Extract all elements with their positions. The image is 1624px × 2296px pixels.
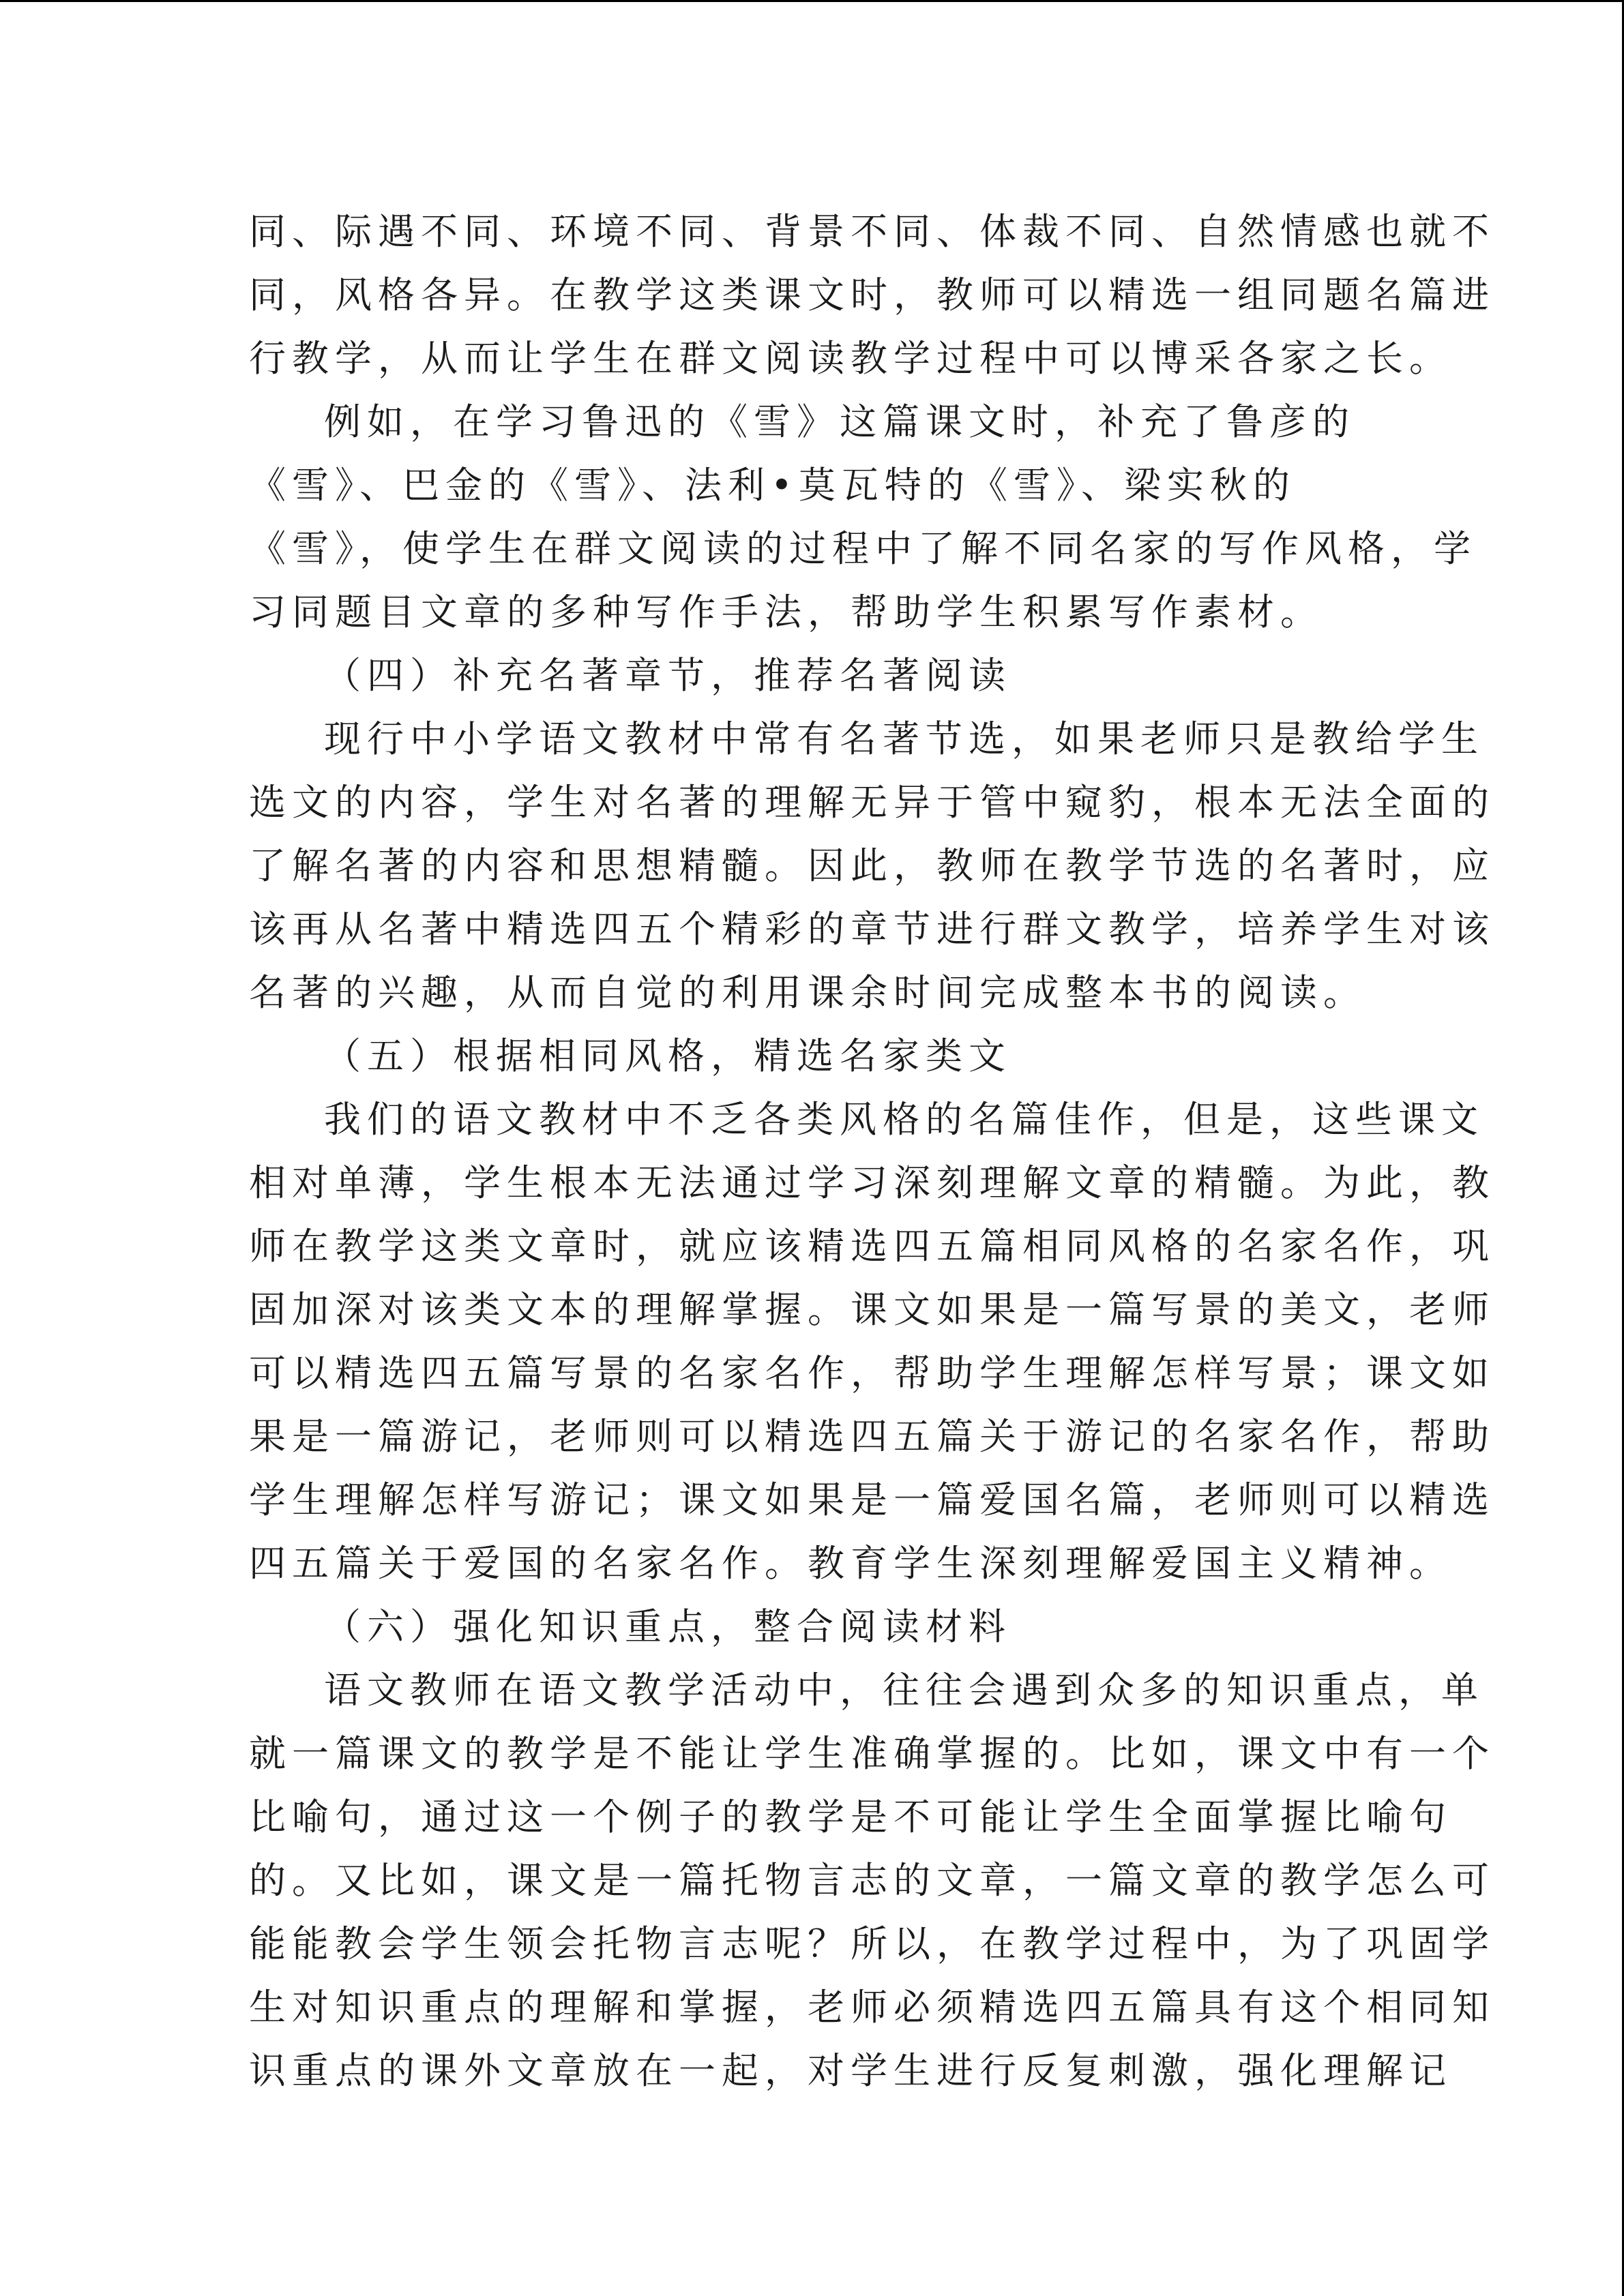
text-line: 就一篇课文的教学是不能让学生准确掌握的。比如，课文中有一个	[249, 1732, 1495, 1775]
text-line: 识重点的课外文章放在一起，对学生进行反复刺激，强化理解记	[249, 2049, 1452, 2092]
text-line: 比喻句，通过这一个例子的教学是不可能让学生全面掌握比喻句	[249, 1795, 1452, 1838]
text-line: 行教学，从而让学生在群文阅读教学过程中可以博采各家之长。	[249, 337, 1452, 380]
section-heading: （五）根据相同风格，精选名家类文	[324, 1034, 1012, 1077]
text-line: 我们的语文教材中不乏各类风格的名篇佳作，但是，这些课文	[324, 1098, 1484, 1141]
text-line: 固加深对该类文本的理解掌握。课文如果是一篇写景的美文，老师	[249, 1288, 1495, 1331]
text-line: 学生理解怎样写游记；课文如果是一篇爱国名篇，老师则可以精选	[249, 1478, 1495, 1521]
text-line: 生对知识重点的理解和掌握，老师必须精选四五篇具有这个相同知	[249, 1986, 1495, 2029]
text-line: 该再从名著中精选四五个精彩的章节进行群文教学，培养学生对该	[249, 908, 1495, 951]
text-line: 例如，在学习鲁迅的《雪》这篇课文时，补充了鲁彦的	[324, 400, 1355, 443]
page-border-top	[0, 0, 1624, 2]
text-line: 的。又比如，课文是一篇托物言志的文章，一篇文章的教学怎么可	[249, 1859, 1495, 1902]
text-line: 果是一篇游记，老师则可以精选四五篇关于游记的名家名作，帮助	[249, 1415, 1495, 1458]
section-heading: （六）强化知识重点，整合阅读材料	[324, 1605, 1012, 1648]
text-line: 语文教师在语文教学活动中，往往会遇到众多的知识重点，单	[324, 1669, 1484, 1712]
text-line: 同，风格各异。在教学这类课文时，教师可以精选一组同题名篇进	[249, 273, 1495, 316]
text-line: 可以精选四五篇写景的名家名作，帮助学生理解怎样写景；课文如	[249, 1352, 1495, 1395]
text-line: 能能教会学生领会托物言志呢？所以，在教学过程中，为了巩固学	[249, 1922, 1495, 1965]
text-line: 选文的内容，学生对名著的理解无异于管中窥豹，根本无法全面的	[249, 781, 1495, 824]
text-line: 名著的兴趣，从而自觉的利用课余时间完成整本书的阅读。	[249, 971, 1366, 1014]
text-line: 了解名著的内容和思想精髓。因此，教师在教学节选的名著时，应	[249, 844, 1495, 887]
text-line: 师在教学这类文章时，就应该精选四五篇相同风格的名家名作，巩	[249, 1225, 1495, 1268]
text-line: 习同题目文章的多种写作手法，帮助学生积累写作素材。	[249, 591, 1323, 633]
text-line: 四五篇关于爱国的名家名作。教育学生深刻理解爱国主义精神。	[249, 1542, 1452, 1585]
text-line: 《雪》，使学生在群文阅读的过程中了解不同名家的写作风格，学	[249, 527, 1477, 570]
text-line: 同、际遇不同、环境不同、背景不同、体裁不同、自然情感也就不	[249, 210, 1495, 253]
text-line: 现行中小学语文教材中常有名著节选，如果老师只是教给学生	[324, 717, 1484, 760]
section-heading: （四）补充名著章节，推荐名著阅读	[324, 654, 1012, 697]
text-line: 《雪》、巴金的《雪》、法利•莫瓦特的《雪》、梁实秋的	[249, 464, 1296, 507]
text-line: 相对单薄，学生根本无法通过学习深刻理解文章的精髓。为此，教	[249, 1161, 1495, 1204]
